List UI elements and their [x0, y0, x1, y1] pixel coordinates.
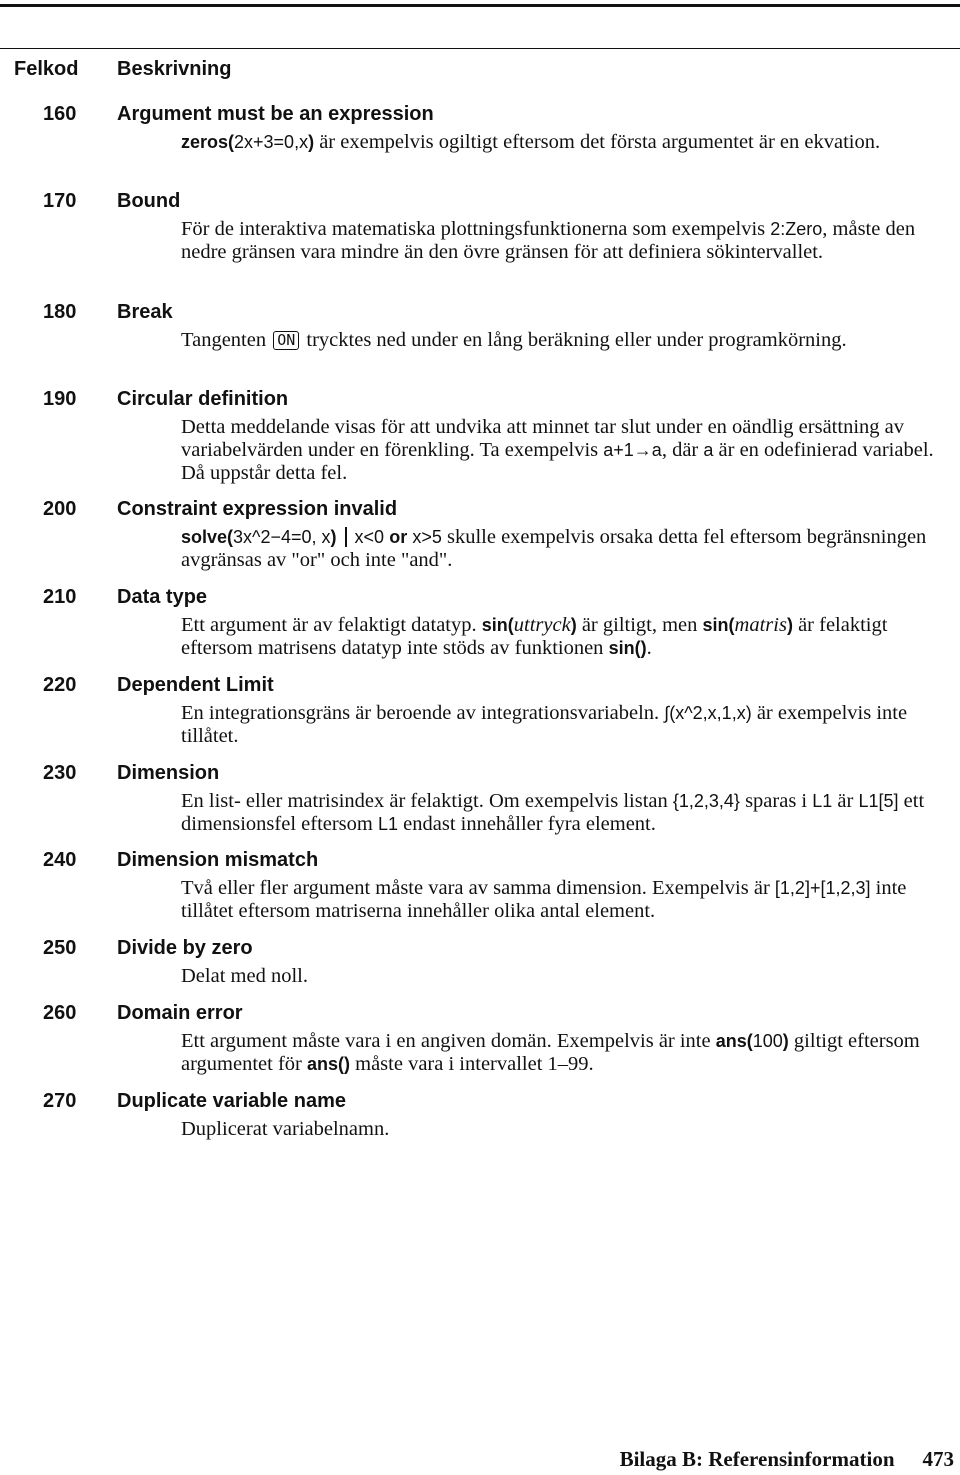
error-code: 260 [43, 1002, 77, 1024]
on-key-icon: ON [273, 331, 299, 350]
error-title: Dependent Limit [117, 674, 274, 696]
error-description: För de interaktiva matematiska plottningsfunktionerna som exempelvis 2:Zero, måste den nedre gränsen vara mindre än den övre gränsen för att definiera sökintervallet. [181, 218, 916, 263]
error-description: Två eller fler argument måste vara av samma dimension. Exempelvis är [1,2]+[1,2,3] inte tillåtet eftersom matriserna innehåller olika antal element. [181, 877, 907, 922]
footer-section-title: Bilaga B: Referensinformation [619, 1447, 895, 1471]
error-code: 180 [43, 301, 77, 323]
error-description: Ett argument är av felaktigt datatyp. sin(uttryck) är giltigt, men sin(matris) är felaktigt eftersom matrisens datatyp inte stöds av funktionen sin(). [181, 614, 888, 659]
column-header-description: Beskrivning [117, 58, 232, 80]
error-description: Ett argument måste vara i en angiven domän. Exempelvis är inte ans(100) giltigt eftersom argumentet för ans() måste vara i intervallet 1–99. [181, 1030, 920, 1075]
error-title: Duplicate variable name [117, 1090, 346, 1112]
error-title: Constraint expression invalid [117, 498, 398, 520]
error-description: Duplicerat variabelnamn. [181, 1118, 390, 1140]
error-description: En list- eller matrisindex är felaktigt. Om exempelvis listan {1,2,3,4} sparas i L1 är L1[5] ett dimensionsfel eftersom L1 endast innehåller fyra element. [181, 790, 925, 835]
with-operator-icon [345, 527, 347, 547]
top-rule [0, 4, 960, 7]
error-code: 250 [43, 937, 77, 959]
error-description: Tangenten ON trycktes ned under en lång beräkning eller under programkörning. [181, 329, 847, 351]
error-description: En integrationsgräns är beroende av integrationsvariabeln. ∫(x^2,x,1,x) är exempelvis inte tillåtet. [181, 702, 908, 747]
error-title: Divide by zero [117, 937, 253, 959]
error-title: Dimension mismatch [117, 849, 319, 871]
error-description: Detta meddelande visas för att undvika att minnet tar slut under en oändlig ersättning av variabelvärden under en förenkling. Ta exempelvis a+1→a, där a är en odefinierad variabel. Då uppstår detta fel. [181, 416, 934, 484]
error-code: 170 [43, 190, 77, 212]
error-code: 240 [43, 849, 77, 871]
error-description: Delat med noll. [181, 965, 308, 987]
error-code: 160 [43, 103, 77, 125]
error-code: 200 [43, 498, 77, 520]
error-title: Circular definition [117, 388, 289, 410]
error-code: 190 [43, 388, 77, 410]
error-code: 220 [43, 674, 77, 696]
error-title: Argument must be an expression [117, 103, 434, 125]
error-description: solve(3x^2−4=0, x) x<0 or x>5 skulle exempelvis orsaka detta fel eftersom begränsningen avgränsas av "or" och inte "and". [181, 526, 927, 571]
column-header-code: Felkod [14, 58, 79, 80]
page-number: 473 [922, 1447, 954, 1471]
error-code: 270 [43, 1090, 77, 1112]
error-title: Dimension [117, 762, 220, 784]
error-code: 210 [43, 586, 77, 608]
error-description: zeros(2x+3=0,x) är exempelvis ogiltigt eftersom det första argumentet är en ekvation. [181, 131, 881, 153]
error-title: Break [117, 301, 173, 323]
error-title: Bound [117, 190, 181, 212]
page-footer [620, 1446, 954, 1472]
header-rule [0, 48, 960, 49]
error-code: 230 [43, 762, 77, 784]
error-title: Domain error [117, 1002, 243, 1024]
error-title: Data type [117, 586, 208, 608]
